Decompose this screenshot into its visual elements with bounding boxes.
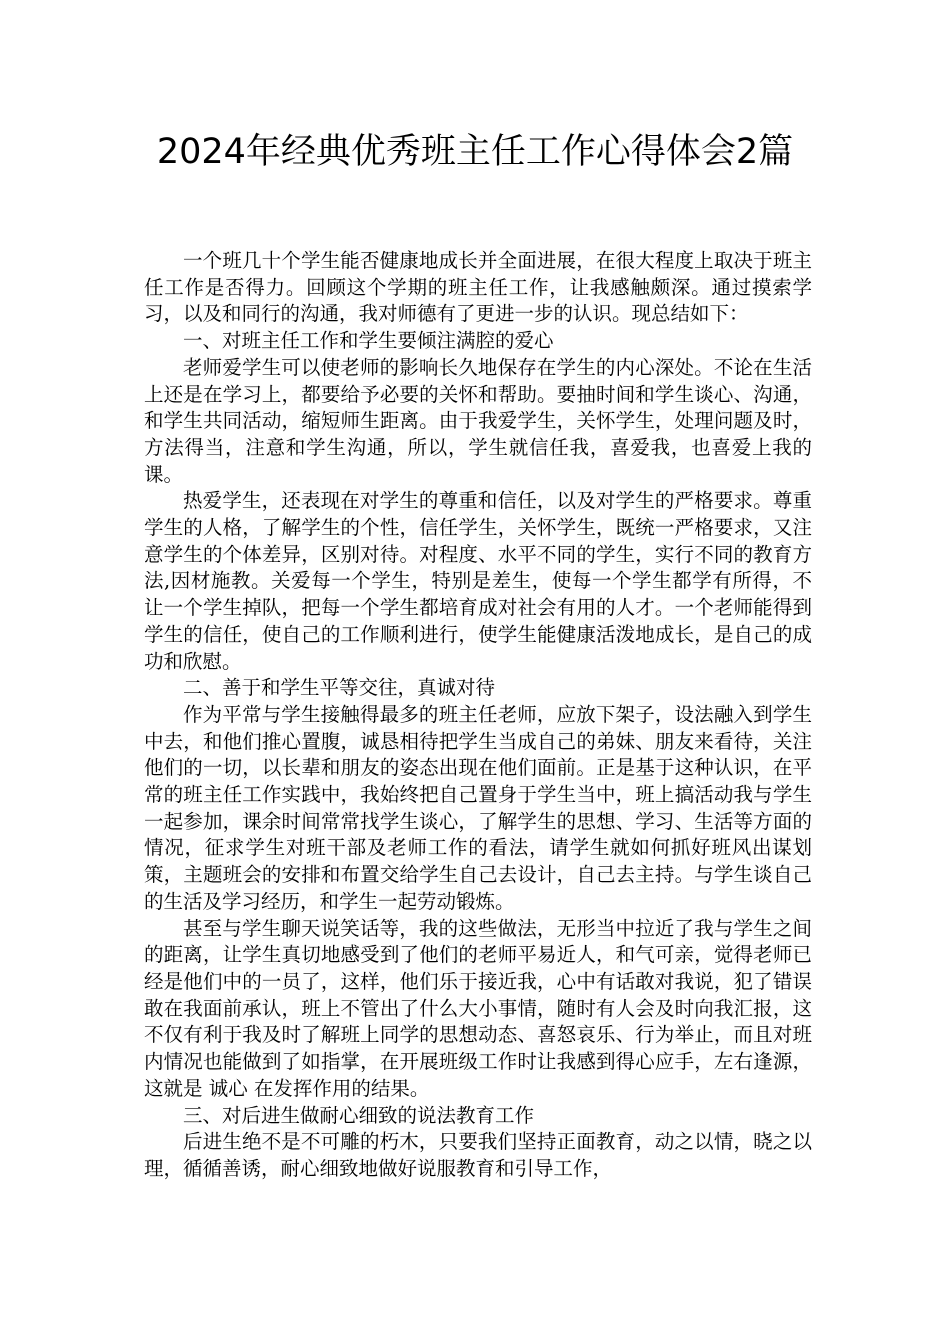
section-heading-3: 三、对后进生做耐心细致的说法教育工作 (183, 1103, 535, 1127)
paragraph: 甚至与学生聊天说笑话等，我的这些做法，无形当中拉近了我与学生之间的距离，让学生真切地感受到了他们的老师平易近人，和气可亲，觉得老师已经是他们中的一员了，这样，他们乐于接近我，心中有话敢对我说，犯了错误敢在我面前承认，班上不管出了什么大小事情，随时有人会及时向我汇报，这不仅有利于我及时了解班上同学的思想动态、喜怒哀乐、行为举止，而且对班内情况也能做到了如指掌，在开展班级工作时让我感到得心应手，左右逢源，这就是 诚心 在发挥作用的结果。 (144, 916, 812, 1100)
paragraph: 后进生绝不是不可雕的朽木，只要我们坚持正面教育，动之以情，晓之以理，循循善诱，耐心细致地做好说服教育和引导工作， (144, 1130, 812, 1180)
paragraph: 热爱学生，还表现在对学生的尊重和信任，以及对学生的严格要求。尊重学生的人格，了解学生的个性，信任学生，关怀学生，既统一严格要求，又注意学生的个体差异，区别对待。对程度、水平不同的学生，实行不同的教育方法,因材施教。关爱每一个学生，特别是差生，使每一个学生都学有所得，不让一个学生掉队，把每一个学生都培育成对社会有用的人才。一个老师能得到学生的信任，使自己的工作顺利进行，使学生能健康活泼地成长，是自己的成功和欣慰。 (144, 489, 812, 673)
paragraph: 老师爱学生可以使老师的影响长久地保存在学生的内心深处。不论在生活上还是在学习上，都要给予必要的关怀和帮助。要抽时间和学生谈心、沟通，和学生共同活动，缩短师生距离。由于我爱学生，关怀学生，处理问题及时，方法得当，注意和学生沟通，所以，学生就信任我，喜爱我，也喜爱上我的课。 (144, 355, 812, 486)
document-title: 2024年经典优秀班主任工作心得体会2篇 (156, 132, 794, 172)
document-body (144, 248, 812, 1183)
paragraph-intro: 一个班几十个学生能否健康地成长并全面进展，在很大程度上取决于班主任工作是否得力。回顾这个学期的班主任工作，让我感触颇深。通过摸索学习，以及和同行的沟通，我对师德有了更进一步的认识。现总结如下： (144, 249, 812, 326)
section-heading-2: 二、善于和学生平等交往，真诚对待 (183, 676, 496, 700)
section-heading-1: 一、对班主任工作和学生要倾注满腔的爱心 (183, 329, 554, 353)
paragraph: 作为平常与学生接触得最多的班主任老师，应放下架子，设法融入到学生中去，和他们推心置腹，诚恳相待把学生当成自己的弟妹、朋友来看待，关注他们的一切，以长辈和朋友的姿态出现在他们面前。正是基于这种认识，在平常的班主任工作实践中，我始终把自己置身于学生当中，班上搞活动我与学生一起参加，课余时间常常找学生谈心，了解学生的思想、学习、生活等方面的情况，征求学生对班干部及老师工作的看法，请学生就如何抓好班风出谋划策，主题班会的安排和布置交给学生自己去设计，自己去主持。与学生谈自己的生活及学习经历，和学生一起劳动锻炼。 (144, 702, 812, 913)
